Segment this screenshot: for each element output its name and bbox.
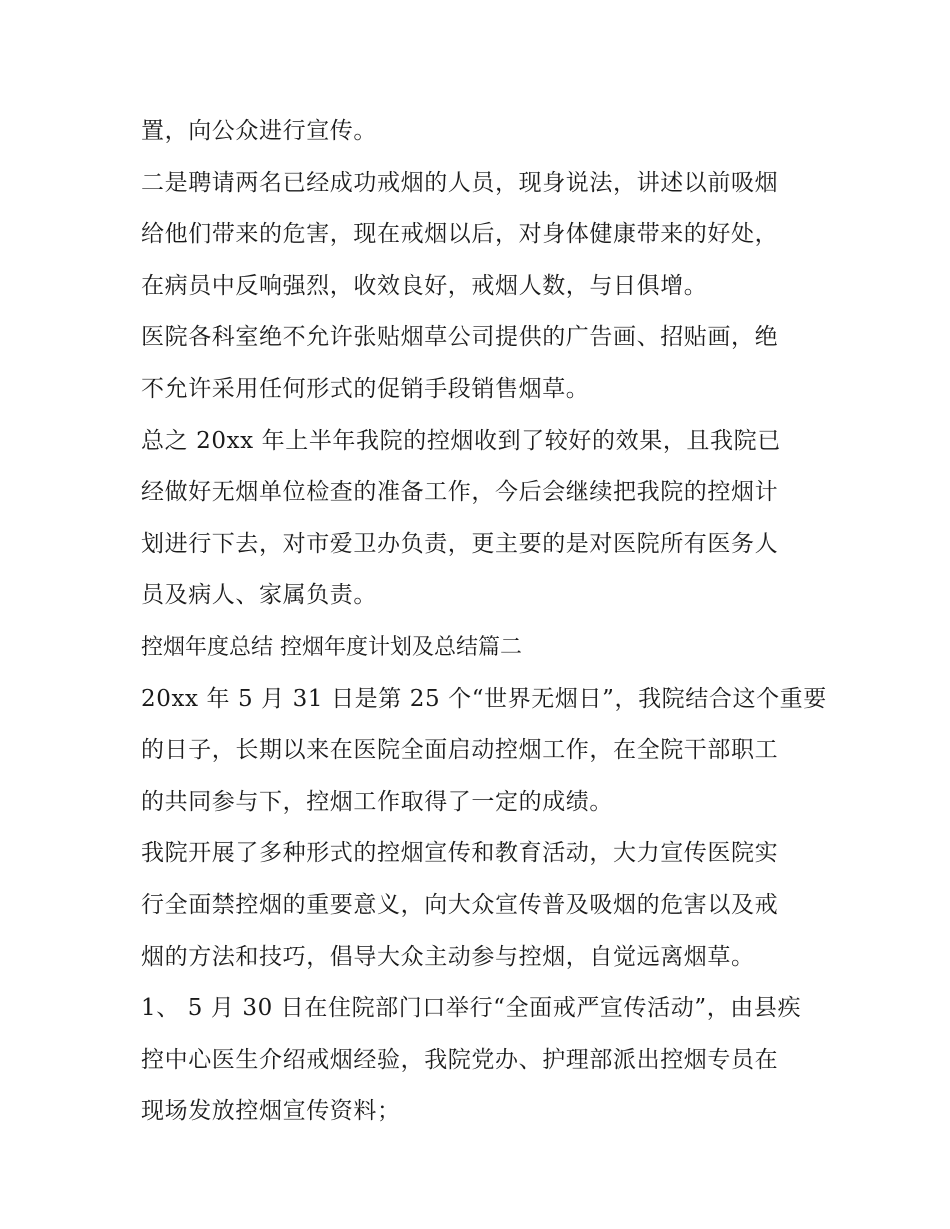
text-line: 总之 20xx 年上半年我院的控烟收到了较好的效果，且我院已 (141, 427, 781, 454)
text-line: 经做好无烟单位检查的准备工作，今后会继续把我院的控烟计 (141, 479, 779, 506)
text-line: 置，向公众进行宣传。 (141, 118, 377, 144)
text-line: 不允许采用任何形式的促销手段销售烟草。 (141, 375, 590, 402)
text-line: 控中心医生介绍戒烟经验，我院党办、护理部派出控烟专员在 (141, 1046, 779, 1073)
text-line: 现场发放控烟宣传资料； (141, 1098, 401, 1125)
text-line: 的日子，长期以来在医院全面启动控烟工作，在全院干部职工 (141, 737, 779, 764)
text-line: 我院开展了多种形式的控烟宣传和教育活动，大力宣传医院实 (141, 840, 779, 867)
text-line: 给他们带来的危害，现在戒烟以后，对身体健康带来的好处， (141, 221, 779, 248)
text-line: 烟的方法和技巧，倡导大众主动参与控烟，自觉远离烟草。 (141, 943, 755, 970)
text-line: 在病员中反响强烈，收效良好，戒烟人数，与日俱增。 (141, 272, 708, 299)
text-line: 二是聘请两名已经成功戒烟的人员，现身说法，讲述以前吸烟 (141, 169, 779, 196)
text-line: 20xx 年 5 月 31 日是第 25 个“世界无烟日”，我院结合这个重要 (141, 685, 827, 712)
section-heading: 控烟年度总结 控烟年度计划及总结篇二 (141, 634, 522, 660)
text-line: 的共同参与下，控烟工作取得了一定的成绩。 (141, 788, 613, 815)
text-line: 行全面禁控烟的重要意义，向大众宣传普及吸烟的危害以及戒 (141, 891, 779, 918)
text-line: 划进行下去，对市爱卫办负责，更主要的是对医院所有医务人 (141, 530, 779, 557)
text-line: 员及病人、家属负责。 (141, 582, 377, 609)
text-line: 1、 5 月 30 日在住院部门口举行“全面戒严宣传活动”，由县疾 (141, 995, 802, 1022)
document-page (141, 106, 827, 1138)
text-line: 医院各科室绝不允许张贴烟草公司提供的广告画、招贴画，绝 (141, 324, 779, 351)
